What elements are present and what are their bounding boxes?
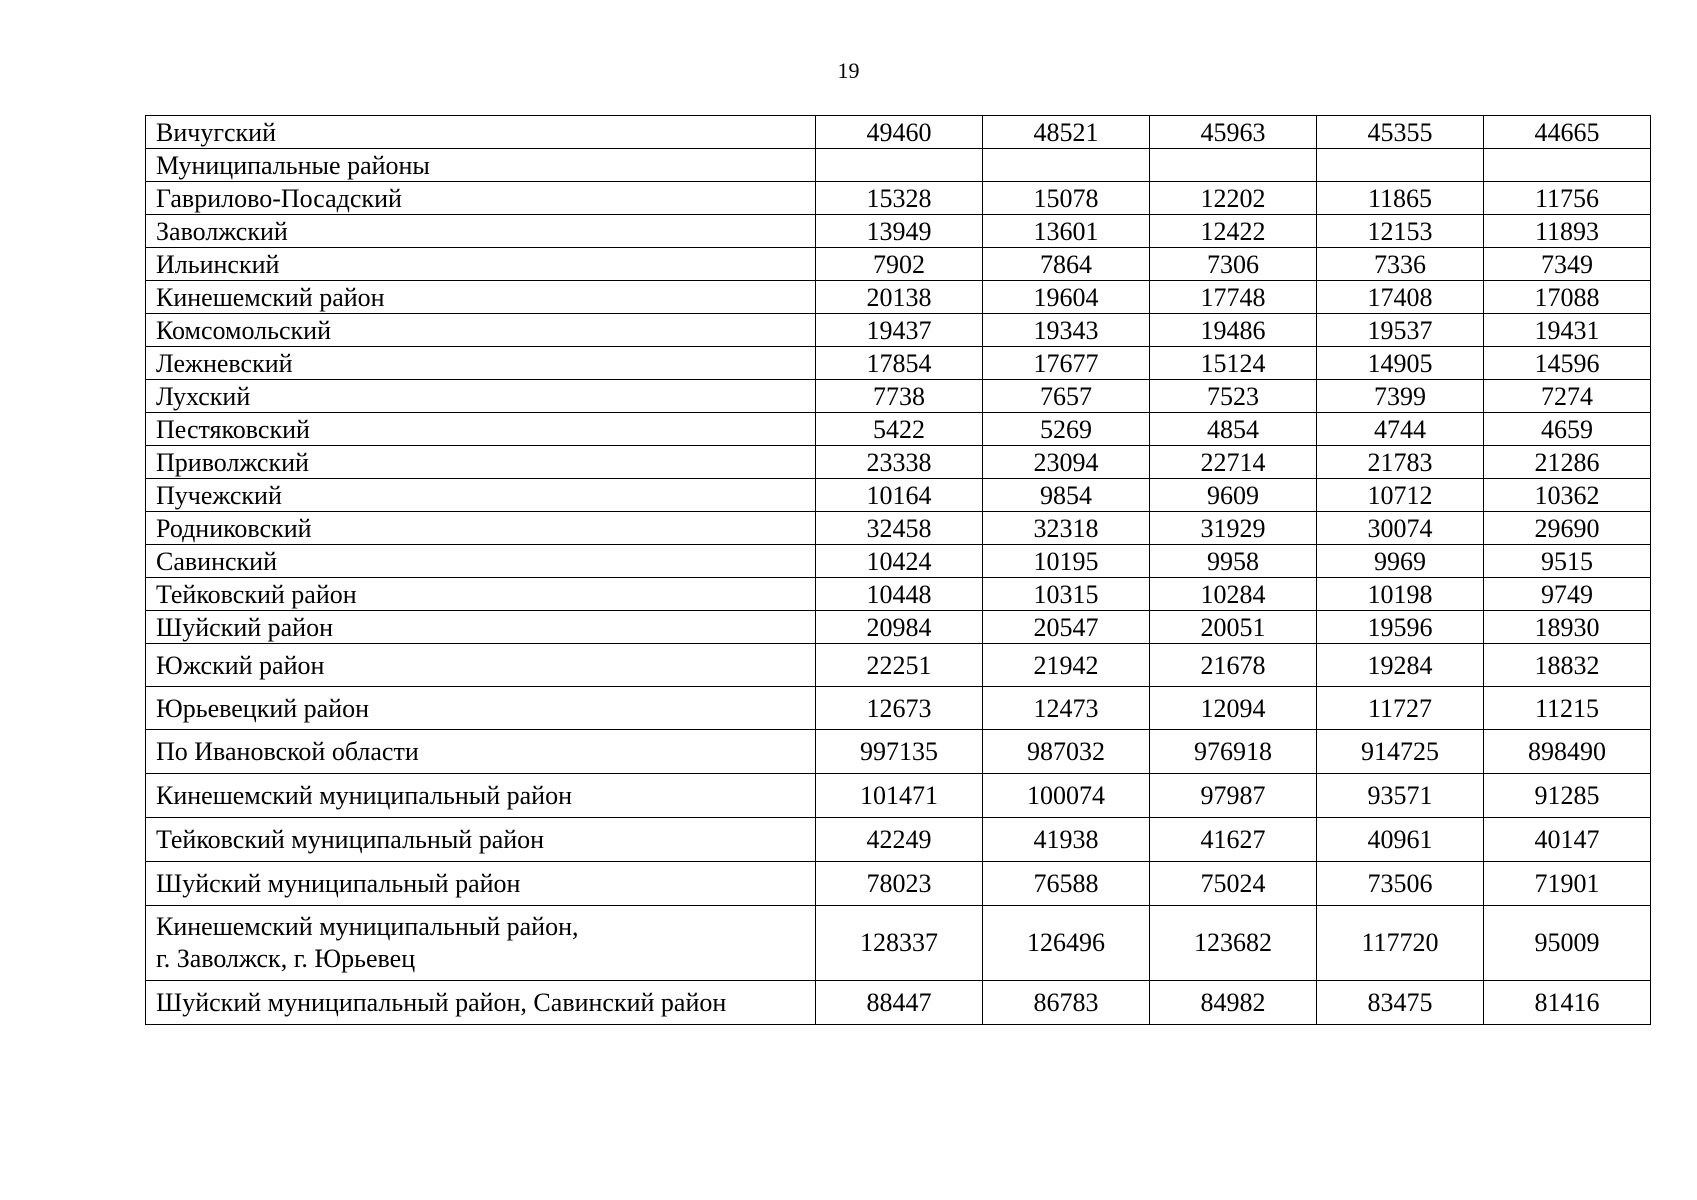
value-cell: 10198 [1317, 578, 1484, 611]
value-cell: 11215 [1484, 687, 1651, 730]
row-label: Вичугский [146, 116, 816, 149]
value-cell: 898490 [1484, 730, 1651, 774]
value-cell: 14905 [1317, 347, 1484, 380]
table-body [146, 116, 1651, 1025]
row-label: Юрьевецкий район [146, 687, 816, 730]
value-cell: 48521 [983, 116, 1150, 149]
value-cell: 19596 [1317, 611, 1484, 644]
value-cell: 18832 [1484, 644, 1651, 687]
value-cell: 7738 [816, 380, 983, 413]
value-cell: 997135 [816, 730, 983, 774]
value-cell: 10195 [983, 545, 1150, 578]
value-cell: 81416 [1484, 981, 1651, 1025]
value-cell: 91285 [1484, 774, 1651, 818]
value-cell: 73506 [1317, 862, 1484, 906]
value-cell: 40961 [1317, 818, 1484, 862]
value-cell: 71901 [1484, 862, 1651, 906]
value-cell: 10362 [1484, 479, 1651, 512]
row-label: Шуйский муниципальный район [146, 862, 816, 906]
value-cell: 19284 [1317, 644, 1484, 687]
value-cell: 117720 [1317, 906, 1484, 981]
value-cell: 4659 [1484, 413, 1651, 446]
table-row [146, 215, 1651, 248]
row-label: Кинешемский муниципальный район [146, 774, 816, 818]
value-cell: 12673 [816, 687, 983, 730]
value-cell: 86783 [983, 981, 1150, 1025]
value-cell: 7399 [1317, 380, 1484, 413]
value-cell: 95009 [1484, 906, 1651, 981]
value-cell: 17854 [816, 347, 983, 380]
table-row [146, 446, 1651, 479]
value-cell: 4744 [1317, 413, 1484, 446]
row-label: Тейковский район [146, 578, 816, 611]
value-cell: 976918 [1150, 730, 1317, 774]
value-cell: 128337 [816, 906, 983, 981]
value-cell: 12473 [983, 687, 1150, 730]
table-row [146, 818, 1651, 862]
row-label: По Ивановской области [146, 730, 816, 774]
row-label: Лежневский [146, 347, 816, 380]
value-cell: 9609 [1150, 479, 1317, 512]
table-row [146, 611, 1651, 644]
value-cell: 123682 [1150, 906, 1317, 981]
value-cell: 45963 [1150, 116, 1317, 149]
value-cell: 5422 [816, 413, 983, 446]
value-cell: 10448 [816, 578, 983, 611]
value-cell: 10424 [816, 545, 983, 578]
table-row [146, 774, 1651, 818]
value-cell [1317, 149, 1484, 182]
value-cell: 14596 [1484, 347, 1651, 380]
table-row [146, 644, 1651, 687]
value-cell: 29690 [1484, 512, 1651, 545]
table-row [146, 730, 1651, 774]
table-row [146, 862, 1651, 906]
value-cell: 93571 [1317, 774, 1484, 818]
value-cell: 12153 [1317, 215, 1484, 248]
value-cell: 19604 [983, 281, 1150, 314]
value-cell: 49460 [816, 116, 983, 149]
value-cell: 84982 [1150, 981, 1317, 1025]
row-label-line: г. Заволжск, г. Юрьевец [156, 944, 416, 973]
value-cell: 4854 [1150, 413, 1317, 446]
table-row [146, 116, 1651, 149]
value-cell: 10712 [1317, 479, 1484, 512]
value-cell: 9749 [1484, 578, 1651, 611]
value-cell [1150, 149, 1317, 182]
value-cell: 17748 [1150, 281, 1317, 314]
value-cell: 21942 [983, 644, 1150, 687]
value-cell: 42249 [816, 818, 983, 862]
value-cell: 7336 [1317, 248, 1484, 281]
table-row [146, 281, 1651, 314]
value-cell: 21678 [1150, 644, 1317, 687]
value-cell: 83475 [1317, 981, 1484, 1025]
value-cell: 20051 [1150, 611, 1317, 644]
value-cell: 11727 [1317, 687, 1484, 730]
table-row [146, 314, 1651, 347]
value-cell: 9958 [1150, 545, 1317, 578]
value-cell: 20547 [983, 611, 1150, 644]
value-cell: 11865 [1317, 182, 1484, 215]
table-row [146, 479, 1651, 512]
value-cell: 30074 [1317, 512, 1484, 545]
table-row [146, 545, 1651, 578]
value-cell: 15328 [816, 182, 983, 215]
value-cell: 32458 [816, 512, 983, 545]
table-row [146, 981, 1651, 1025]
row-label-line: Кинешемский муниципальный район, [156, 912, 579, 941]
value-cell: 7306 [1150, 248, 1317, 281]
value-cell: 21783 [1317, 446, 1484, 479]
value-cell: 100074 [983, 774, 1150, 818]
value-cell: 9969 [1317, 545, 1484, 578]
value-cell: 88447 [816, 981, 983, 1025]
value-cell: 7523 [1150, 380, 1317, 413]
value-cell: 10284 [1150, 578, 1317, 611]
value-cell [1484, 149, 1651, 182]
value-cell: 41938 [983, 818, 1150, 862]
value-cell: 12422 [1150, 215, 1317, 248]
value-cell: 17088 [1484, 281, 1651, 314]
value-cell: 9515 [1484, 545, 1651, 578]
value-cell: 21286 [1484, 446, 1651, 479]
value-cell: 20984 [816, 611, 983, 644]
value-cell: 17677 [983, 347, 1150, 380]
value-cell: 126496 [983, 906, 1150, 981]
value-cell: 41627 [1150, 818, 1317, 862]
row-label: Кинешемский район [146, 281, 816, 314]
value-cell: 19537 [1317, 314, 1484, 347]
value-cell: 7349 [1484, 248, 1651, 281]
row-label: Шуйский район [146, 611, 816, 644]
value-cell: 75024 [1150, 862, 1317, 906]
row-label: Гаврилово-Посадский [146, 182, 816, 215]
value-cell: 7657 [983, 380, 1150, 413]
value-cell: 78023 [816, 862, 983, 906]
value-cell: 10164 [816, 479, 983, 512]
population-table [145, 115, 1651, 1025]
value-cell: 22251 [816, 644, 983, 687]
value-cell: 7902 [816, 248, 983, 281]
table-row [146, 248, 1651, 281]
value-cell: 15124 [1150, 347, 1317, 380]
value-cell [983, 149, 1150, 182]
value-cell: 11756 [1484, 182, 1651, 215]
row-label: Пучежский [146, 479, 816, 512]
value-cell: 18930 [1484, 611, 1651, 644]
table-row [146, 182, 1651, 215]
row-label: Приволжский [146, 446, 816, 479]
table-row [146, 906, 1651, 981]
row-label: Тейковский муниципальный район [146, 818, 816, 862]
row-label: Савинский [146, 545, 816, 578]
value-cell: 15078 [983, 182, 1150, 215]
value-cell: 914725 [1317, 730, 1484, 774]
row-label: Ильинский [146, 248, 816, 281]
page-number: 19 [837, 58, 860, 83]
value-cell [816, 149, 983, 182]
value-cell: 45355 [1317, 116, 1484, 149]
value-cell: 11893 [1484, 215, 1651, 248]
row-label: Шуйский муниципальный район, Савинский район [146, 981, 816, 1025]
value-cell: 40147 [1484, 818, 1651, 862]
table-row [146, 149, 1651, 182]
table-row [146, 578, 1651, 611]
table-row [146, 512, 1651, 545]
value-cell: 20138 [816, 281, 983, 314]
row-label [146, 906, 816, 981]
value-cell: 19437 [816, 314, 983, 347]
value-cell: 22714 [1150, 446, 1317, 479]
value-cell: 97987 [1150, 774, 1317, 818]
value-cell: 19343 [983, 314, 1150, 347]
value-cell: 987032 [983, 730, 1150, 774]
row-label: Пестяковский [146, 413, 816, 446]
value-cell: 32318 [983, 512, 1150, 545]
row-label: Южский район [146, 644, 816, 687]
value-cell: 23338 [816, 446, 983, 479]
value-cell: 13949 [816, 215, 983, 248]
row-label: Лухский [146, 380, 816, 413]
value-cell: 9854 [983, 479, 1150, 512]
value-cell: 7274 [1484, 380, 1651, 413]
value-cell: 10315 [983, 578, 1150, 611]
table-row [146, 380, 1651, 413]
value-cell: 17408 [1317, 281, 1484, 314]
table-row [146, 413, 1651, 446]
value-cell: 101471 [816, 774, 983, 818]
value-cell: 12094 [1150, 687, 1317, 730]
row-label: Родниковский [146, 512, 816, 545]
row-label: Комсомольский [146, 314, 816, 347]
row-label: Муниципальные районы [146, 149, 816, 182]
table-row [146, 687, 1651, 730]
value-cell: 44665 [1484, 116, 1651, 149]
value-cell: 5269 [983, 413, 1150, 446]
value-cell: 19431 [1484, 314, 1651, 347]
value-cell: 19486 [1150, 314, 1317, 347]
table-row [146, 347, 1651, 380]
value-cell: 12202 [1150, 182, 1317, 215]
row-label: Заволжский [146, 215, 816, 248]
value-cell: 31929 [1150, 512, 1317, 545]
value-cell: 23094 [983, 446, 1150, 479]
value-cell: 76588 [983, 862, 1150, 906]
value-cell: 13601 [983, 215, 1150, 248]
value-cell: 7864 [983, 248, 1150, 281]
